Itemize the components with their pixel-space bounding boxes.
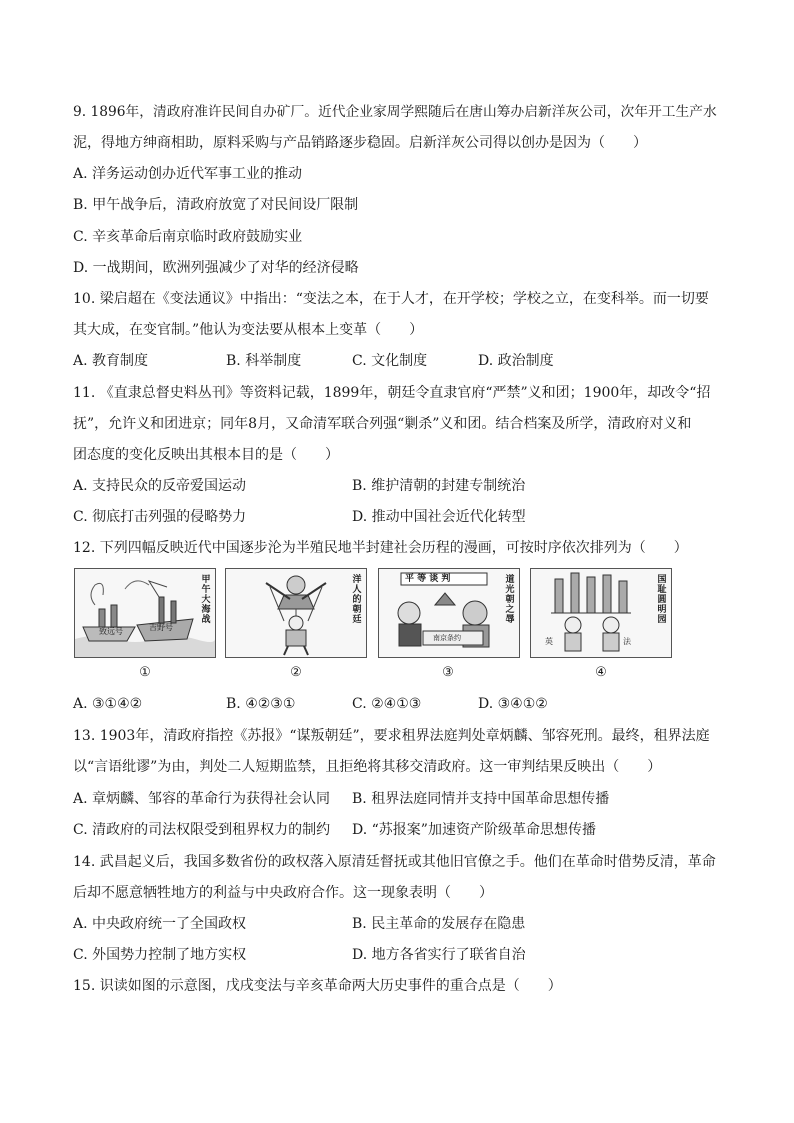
q14-stem-line1: 14. 武昌起义后，我国多数省份的政权落入原清廷督抚或其他旧官僚之手。他们在革命时借势反清，革命 [73, 854, 716, 870]
q11-stem-line3: 团态度的变化反映出其根本目的是（ ） [73, 447, 339, 463]
comic-3-caption: 道光朝之辱 [505, 575, 515, 625]
q11-option-d: D. 推动中国社会近代化转型 [352, 509, 526, 525]
comic-1-number: ① [139, 665, 151, 680]
comic-4-number: ④ [595, 665, 607, 680]
comic-2-caption: 洋人的朝廷 [352, 575, 362, 625]
comic-2-number: ② [290, 665, 302, 680]
comic-3-banner: 平 等 谈 判 [405, 574, 451, 584]
q12-option-c: C. ②④①③ [352, 696, 422, 712]
comic-3-label-treaty: 南京条约 [433, 634, 461, 642]
q14-option-a: A. 中央政府统一了全国政权 [73, 916, 247, 932]
comic-2 [225, 568, 367, 658]
comic-4 [530, 568, 672, 658]
q9-option-b: B. 甲午战争后，清政府放宽了对民间设厂限制 [73, 197, 359, 213]
q15-stem-line1: 15. 识读如图的示意图，戊戌变法与辛亥革命两大历史事件的重合点是（ ） [73, 978, 562, 994]
naval-battle-illustration [75, 569, 215, 657]
q13-option-c: C. 清政府的司法权限受到租界权力的制约 [73, 822, 331, 838]
puppet-court-illustration [226, 569, 366, 657]
q13-option-a: A. 章炳麟、邹容的革命行为获得社会认同 [73, 791, 331, 807]
comic-4-label-france: 法 [623, 637, 631, 646]
q11-option-a: A. 支持民众的反帝爱国运动 [73, 478, 247, 494]
q13-option-b: B. 租界法庭同情并支持中国革命思想传播 [352, 791, 610, 807]
q9-stem-line2: 泥，得地方绅商相助，原料采购与产品销路逐步稳固。启新洋灰公司得以创办是因为（ ） [73, 135, 647, 151]
comic-3-number: ③ [442, 665, 454, 680]
q10-option-a: A. 教育制度 [73, 353, 149, 369]
q12-stem-line1: 12. 下列四幅反映近代中国逐步沦为半殖民地半封建社会历程的漫画，可按时序依次排列为（ ） [73, 540, 688, 556]
q14-option-b: B. 民主革命的发展存在隐患 [352, 916, 526, 932]
comic-4-caption: 国耻圆明园 [657, 575, 667, 625]
q14-option-c: C. 外国势力控制了地方实权 [73, 947, 247, 963]
q14-option-d: D. 地方各省实行了联省自治 [352, 947, 526, 963]
q13-stem-line2: 以“言语纰谬”为由，判处二人短期监禁，且拒绝将其移交清政府。这一审判结果反映出（ ） [73, 759, 662, 775]
q13-option-d: D. “苏报案”加速资产阶级革命思想传播 [352, 822, 596, 838]
q10-stem-line1: 10. 梁启超在《变法通议》中指出：“变法之本，在于人才，在开学校；学校之立，在变科举。而一切要 [73, 291, 709, 307]
q9-option-d: D. 一战期间，欧洲列强减少了对华的经济侵略 [73, 260, 359, 276]
q12-option-d: D. ③④①② [478, 696, 548, 712]
q10-option-d: D. 政治制度 [478, 353, 554, 369]
q11-option-b: B. 维护清朝的封建专制统治 [352, 478, 526, 494]
q13-stem-line1: 13. 1903年，清政府指控《苏报》“谋叛朝廷”，要求租界法庭判处章炳麟、邹容死刑。最终，租界法庭 [73, 728, 710, 744]
q11-stem-line2: 抚”，允许义和团进京；同年8月，又命清军联合列强“剿杀”义和团。结合档案及所学，清政府对义和 [73, 416, 692, 432]
comic-1-caption: 甲午大海战 [201, 575, 211, 625]
comic-1-label-ship-b: 吉野号 [149, 623, 173, 632]
comic-3 [378, 568, 520, 658]
q9-option-c: C. 辛亥革命后南京临时政府鼓励实业 [73, 229, 303, 245]
comic-1 [74, 568, 216, 658]
q10-stem-line2: 其大成，在变官制。”他认为变法要从根本上变革（ ） [73, 322, 424, 338]
q11-option-c: C. 彻底打击列强的侵略势力 [73, 509, 247, 525]
q14-stem-line2: 后却不愿意牺牲地方的利益与中央政府合作。这一现象表明（ ） [73, 885, 493, 901]
q10-option-c: C. 文化制度 [352, 353, 428, 369]
q12-option-a: A. ③①④② [73, 696, 143, 712]
q10-option-b: B. 科举制度 [226, 353, 302, 369]
comic-1-label-ship-a: 致远号 [99, 627, 123, 636]
q11-stem-line1: 11. 《直隶总督史料丛刊》等资料记载，1899年，朝廷令直隶官府“严禁”义和团；1900年，却改令“招 [73, 385, 711, 401]
q12-option-b: B. ④②③① [226, 696, 296, 712]
q9-option-a: A. 洋务运动创办近代军事工业的推动 [73, 166, 303, 182]
q9-stem-line1: 9. 1896年，清政府准许民间自办矿厂。近代企业家周学熙随后在唐山筹办启新洋灰公司，次年开工生产水 [73, 104, 717, 120]
comic-4-label-britain: 英 [545, 637, 553, 646]
